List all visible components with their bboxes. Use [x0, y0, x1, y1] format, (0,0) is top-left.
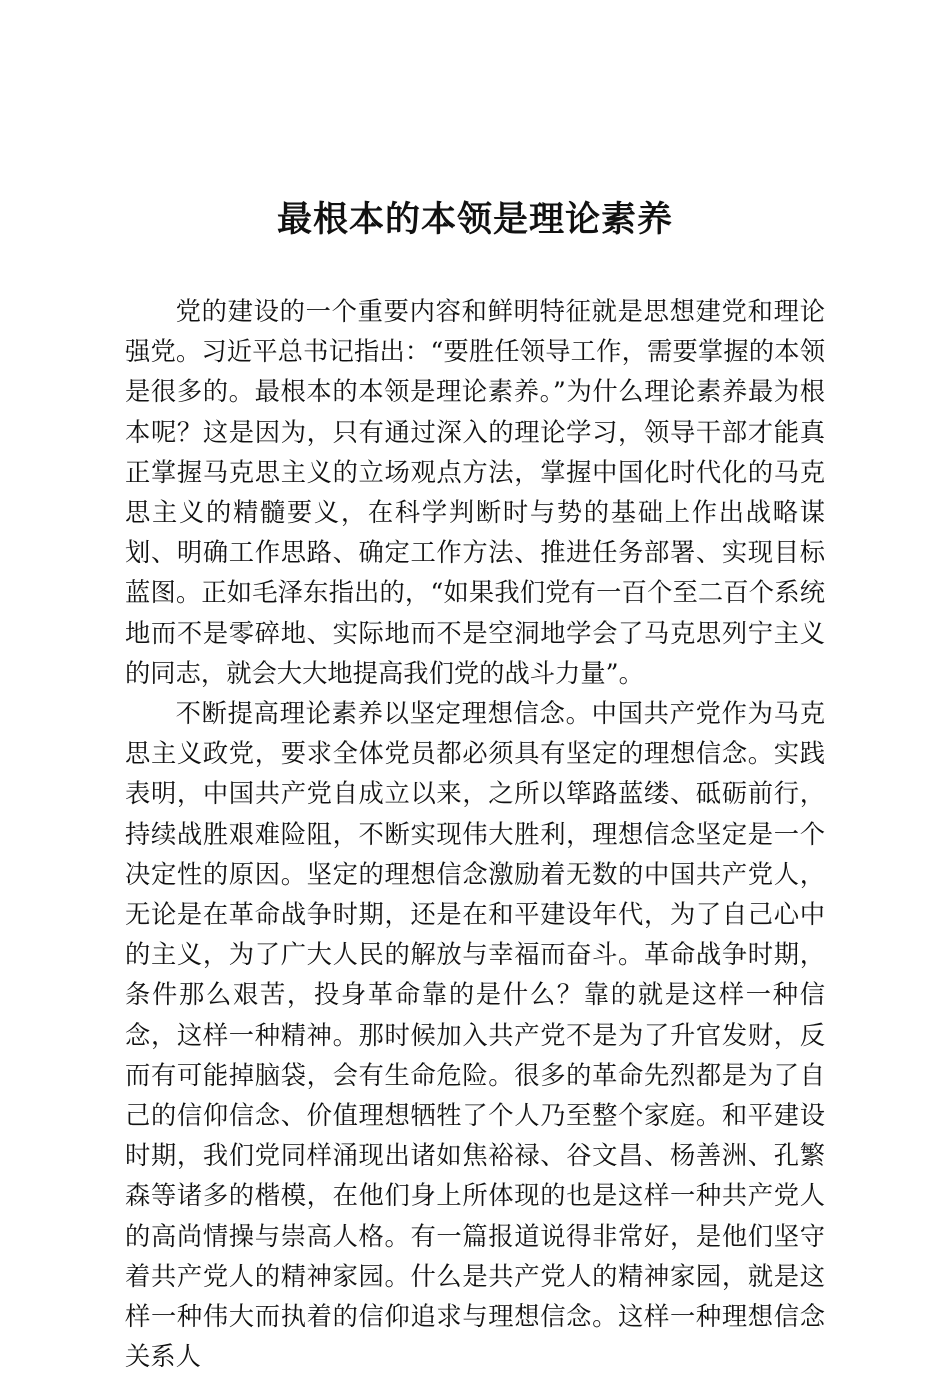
document-title: 最根本的本领是理论素养: [276, 199, 673, 240]
paragraph-1: 党的建设的一个重要内容和鲜明特征就是思想建党和理论强党。习近平总书记指出：“要胜任领导工作，需要掌握的本领是很多的。最根本的本领是理论素养。”为什么理论素养最为根本呢？这是因为，只有通过深入的理论学习，领导干部才能真正掌握马克思主义的立场观点方法，掌握中国化时代化的马克思主义的精髓要义，在科学判断时与势的基础上作出战略谋划、明确工作思路、确定工作方法、推进任务部署、实现目标蓝图。正如毛泽东指出的，“如果我们党有一百个至二百个系统地而不是零碎地、实际地而不是空洞地学会了马克思列宁主义的同志，就会大大地提高我们党的战斗力量”。: [125, 297, 825, 688]
paragraph-2: 不断提高理论素养以坚定理想信念。中国共产党作为马克思主义政党，要求全体党员都必须具有坚定的理想信念。实践表明，中国共产党自成立以来，之所以筚路蓝缕、砥砺前行，持续战胜艰难险阻，不断实现伟大胜利，理想信念坚定是一个决定性的原因。坚定的理想信念激励着无数的中国共产党人，无论是在革命战争时期，还是在和平建设年代，为了自己心中的主义，为了广大人民的解放与幸福而奋斗。革命战争时期，条件那么艰苦，投身革命靠的是什么？靠的就是这样一种信念，这样一种精神。那时候加入共产党不是为了升官发财，反而有可能掉脑袋，会有生命危险。很多的革命先烈都是为了自己的信仰信念、价值理想牺牲了个人乃至整个家庭。和平建设时期，我们党同样涌现出诸如焦裕禄、谷文昌、杨善洲、孔繁森等诸多的楷模，在他们身上所体现的也是这样一种共产党人的高尚情操与崇高人格。有一篇报道说得非常好，是他们坚守着共产党人的精神家园。什么是共产党人的精神家园，就是这样一种伟大而执着的信仰追求与理想信念。这样一种理想信念关系人: [125, 699, 825, 1372]
document-body: [125, 292, 825, 1377]
